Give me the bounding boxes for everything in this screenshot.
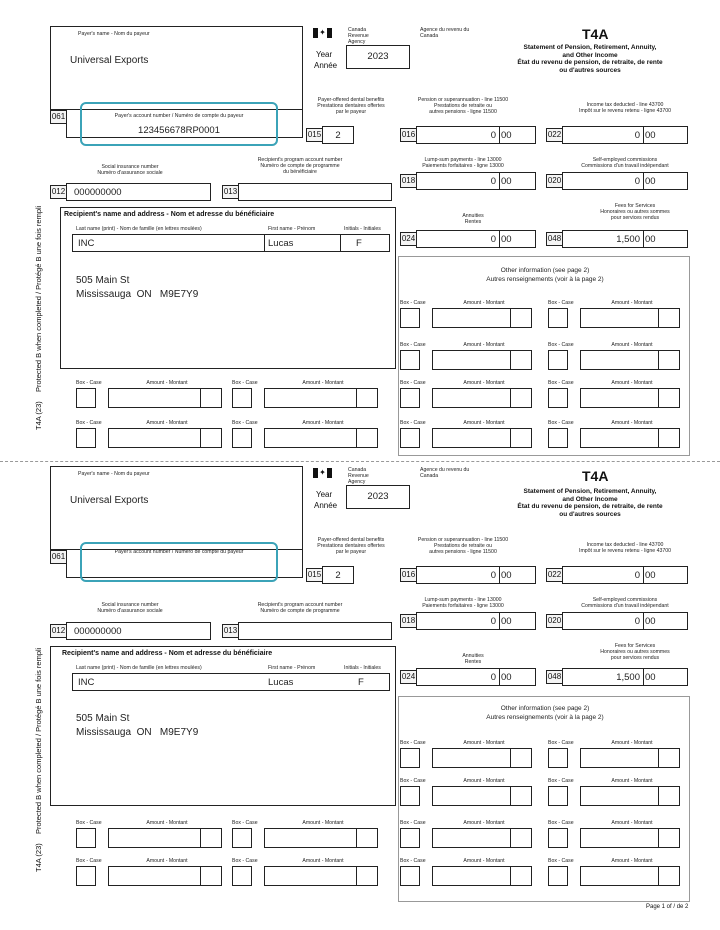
amount-field[interactable] [264, 388, 378, 408]
box-code-field[interactable] [400, 748, 420, 768]
box-018-cents: 00 [501, 176, 512, 187]
box-013-field[interactable] [238, 183, 392, 201]
box-022-cents: 00 [645, 570, 656, 581]
box-024-dollars: 0 [490, 672, 496, 683]
amount-label: Amount - Montant [146, 858, 188, 864]
box-016-dollars: 0 [490, 130, 496, 141]
amount-label: Amount - Montant [611, 342, 653, 348]
recipient-name-field[interactable] [72, 673, 390, 691]
form-title-line3: État du revenu de pension, de retraite, de rente [517, 503, 663, 510]
box-case-label: Box - Case [400, 420, 426, 426]
amount-field[interactable] [580, 748, 680, 768]
amount-label: Amount - Montant [302, 380, 344, 386]
amount-label: Amount - Montant [146, 420, 188, 426]
first-name-label: First name - Prénom [268, 226, 316, 232]
box-024-code: 024 [400, 232, 416, 246]
amount-decimal-divider [658, 308, 659, 328]
box-048-dollars: 1,500 [616, 672, 640, 683]
box-020-label: Self-employed commissions Commissions d'un travail indépendant [581, 597, 669, 609]
form-title [480, 488, 700, 518]
box-case-label: Box - Case [76, 820, 102, 826]
account-number: 123456678RP0001 [138, 125, 220, 136]
box-048-code: 048 [546, 670, 562, 684]
address-line2: Mississauga ON M9E7Y9 [76, 289, 199, 300]
recipient-title: Recipient's name and address - Nom et adresse du bénéficiaire [64, 211, 275, 218]
year-label-en: Year [316, 50, 333, 59]
box-case-label: Box - Case [400, 740, 426, 746]
amount-field[interactable] [580, 350, 680, 370]
amount-decimal-divider [356, 828, 357, 848]
amount-label: Amount - Montant [611, 420, 653, 426]
box-018-code: 018 [400, 614, 416, 628]
box-case-label: Box - Case [400, 778, 426, 784]
box-code-field[interactable] [548, 350, 568, 370]
agency-en: Canada Revenue Agency [348, 27, 369, 45]
box-018-dollars: 0 [490, 616, 496, 627]
form-title-line4: ou d'autres sources [559, 66, 621, 74]
box-case-label: Box - Case [548, 342, 574, 348]
year-value: 2023 [367, 491, 389, 502]
initials-label: Initials - Initiales [344, 665, 381, 671]
box-013-code: 013 [222, 185, 238, 199]
amount-decimal-divider [200, 428, 201, 448]
amount-decimal-divider [510, 748, 511, 768]
box-048-label: Fees for Services Honoraires ou autres sommes pour services rendus [600, 203, 670, 221]
box-048-cents: 00 [645, 234, 656, 245]
other-info-label: Other information (see page 2) Autres renseignements (voir à la page 2) [486, 705, 604, 721]
canada-flag-icon: ✦ [313, 468, 332, 478]
box-code-field[interactable] [548, 828, 568, 848]
year-value: 2023 [367, 51, 389, 62]
box-048-dollars: 1,500 [616, 234, 640, 245]
amount-label: Amount - Montant [463, 820, 505, 826]
box-case-label: Box - Case [400, 300, 426, 306]
year-label-en: Year [316, 490, 333, 499]
agency-fr: Agence du revenu du Canada [420, 27, 470, 39]
amount-decimal-divider [658, 388, 659, 408]
amount-decimal-divider [658, 428, 659, 448]
amount-decimal-divider [510, 786, 511, 806]
box-code-field[interactable] [400, 308, 420, 328]
amount-field[interactable] [580, 828, 680, 848]
amount-decimal-divider [510, 388, 511, 408]
box-code-field[interactable] [232, 388, 252, 408]
box-022-code: 022 [546, 568, 562, 582]
box-case-label: Box - Case [232, 858, 258, 864]
box-024-code: 024 [400, 670, 416, 684]
box-case-label: Box - Case [400, 380, 426, 386]
amount-decimal-divider [356, 866, 357, 886]
agency-fr: Agence du revenu du Canada [420, 467, 470, 479]
box-048-label: Fees for Services Honoraires ou autres sommes pour services rendus [600, 643, 670, 661]
box-022-dollars: 0 [634, 130, 640, 141]
year-label-fr: Année [314, 501, 338, 510]
recipient-title: Recipient's name and address - Nom et adresse du bénéficiaire [62, 650, 273, 657]
amount-label: Amount - Montant [146, 380, 188, 386]
box-code-field[interactable] [548, 748, 568, 768]
amount-label: Amount - Montant [463, 380, 505, 386]
amount-field[interactable] [580, 428, 680, 448]
box-case-label: Box - Case [400, 820, 426, 826]
box-020-code: 020 [546, 174, 562, 188]
amount-decimal-divider [510, 350, 511, 370]
form-title [480, 44, 700, 74]
initial: F [358, 677, 364, 688]
box-case-label: Box - Case [548, 858, 574, 864]
box-022-cents: 00 [645, 130, 656, 141]
box-case-label: Box - Case [548, 300, 574, 306]
box-016-cents: 00 [501, 570, 512, 581]
form-title-line2: and Other Income [562, 51, 618, 59]
address-line1: 505 Main St [76, 713, 130, 724]
box-case-label: Box - Case [548, 778, 574, 784]
box-048-code: 048 [546, 232, 562, 246]
amount-decimal-divider [200, 866, 201, 886]
account-number-label: Payer's account number / Numéro de compte du payeur [114, 549, 244, 555]
amount-label: Amount - Montant [302, 820, 344, 826]
amount-label: Amount - Montant [463, 740, 505, 746]
amount-field[interactable] [264, 866, 378, 886]
box-024-label: Annuities Rentes [462, 653, 484, 665]
amount-field[interactable] [432, 828, 532, 848]
address-line2: Mississauga ON M9E7Y9 [76, 727, 199, 738]
box-020-dollars: 0 [634, 176, 640, 187]
initials-label: Initials - Initiales [344, 226, 381, 232]
box-015-code: 015 [306, 128, 322, 142]
form-code: T4A [582, 468, 609, 484]
amount-label: Amount - Montant [302, 858, 344, 864]
box-018-code: 018 [400, 174, 416, 188]
first-name-label: First name - Prénom [268, 665, 316, 671]
last-name: INC [78, 677, 95, 688]
box-012-code: 012 [50, 624, 66, 638]
box-code-field[interactable] [400, 786, 420, 806]
box-code-field[interactable] [232, 428, 252, 448]
box-018-cents: 00 [501, 616, 512, 627]
box-code-field[interactable] [548, 786, 568, 806]
box-024-cents: 00 [501, 672, 512, 683]
payer-name-box[interactable] [50, 466, 303, 550]
amount-label: Amount - Montant [611, 300, 653, 306]
account-number-highlight [80, 102, 278, 146]
form-id: T4A (23) [34, 843, 43, 872]
protected-b-label: Protected B when completed / Protégé B une fois rempli [34, 205, 43, 392]
payer-name: Universal Exports [70, 495, 149, 506]
box-016-dollars: 0 [490, 570, 496, 581]
amount-label: Amount - Montant [463, 778, 505, 784]
box-018-dollars: 0 [490, 176, 496, 187]
payer-name-box[interactable] [50, 26, 303, 110]
amount-label: Amount - Montant [611, 778, 653, 784]
amount-decimal-divider [510, 428, 511, 448]
box-code-field[interactable] [232, 866, 252, 886]
box-015-code: 015 [306, 568, 322, 582]
agency-en: Canada Revenue Agency [348, 467, 369, 485]
last-name-label: Last name (print) - Nom de famille (en lettres moulées) [76, 665, 202, 671]
payer-name-label: Payer's name - Nom du payeur [78, 31, 150, 37]
other-info-label: Other information (see page 2) Autres renseignements (voir à la page 2) [486, 267, 604, 283]
t4a-slip-top [0, 0, 720, 460]
amount-label: Amount - Montant [611, 740, 653, 746]
box-016-label: Pension or superannuation - line 11500 Prestations de retraite ou autres pensions - ligne 11500 [417, 537, 509, 555]
box-015-label: Payer-offered dental benefits Prestations dentaires offertes par le payeur [317, 97, 385, 115]
amount-label: Amount - Montant [146, 820, 188, 826]
form-title-line3: État du revenu de pension, de retraite, de rente [517, 59, 663, 66]
amount-decimal-divider [356, 388, 357, 408]
box-015-value: 2 [335, 130, 341, 141]
box-016-code: 016 [400, 128, 416, 142]
box-024-dollars: 0 [490, 234, 496, 245]
box-061-code: 061 [50, 550, 66, 564]
box-case-label: Box - Case [232, 420, 258, 426]
amount-decimal-divider [510, 308, 511, 328]
box-case-label: Box - Case [76, 380, 102, 386]
amount-field[interactable] [264, 828, 378, 848]
account-number-label: Payer's account number / Numéro de compte du payeur [114, 113, 244, 119]
box-061-code: 061 [50, 110, 66, 124]
box-012-code: 012 [50, 185, 66, 199]
amount-decimal-divider [510, 866, 511, 886]
box-020-cents: 00 [645, 616, 656, 627]
year-label-fr: Année [314, 61, 338, 70]
box-024-cents: 00 [501, 234, 512, 245]
last-name-label: Last name (print) - Nom de famille (en lettres moulées) [76, 226, 202, 232]
payer-name: Universal Exports [70, 55, 149, 66]
amount-field[interactable] [108, 388, 222, 408]
amount-decimal-divider [658, 786, 659, 806]
amount-field[interactable] [580, 308, 680, 328]
box-013-code: 013 [222, 624, 238, 638]
box-013-label: Recipient's program account number Numéro de compte de programme [257, 602, 343, 614]
box-case-label: Box - Case [232, 820, 258, 826]
amount-label: Amount - Montant [463, 858, 505, 864]
amount-label: Amount - Montant [611, 858, 653, 864]
amount-field[interactable] [108, 866, 222, 886]
box-020-cents: 00 [645, 176, 656, 187]
amount-label: Amount - Montant [302, 420, 344, 426]
box-024-label: Annuities Rentes [462, 213, 484, 225]
form-id: T4A (23) [34, 401, 43, 430]
amount-field[interactable] [108, 828, 222, 848]
amount-field[interactable] [108, 428, 222, 448]
amount-field[interactable] [264, 428, 378, 448]
amount-field[interactable] [432, 308, 532, 328]
form-title-line1: Statement of Pension, Retirement, Annuity, [523, 488, 657, 495]
amount-decimal-divider [356, 428, 357, 448]
last-name: INC [78, 238, 95, 249]
box-code-field[interactable] [76, 428, 96, 448]
box-code-field[interactable] [548, 428, 568, 448]
box-013-field[interactable] [238, 622, 392, 640]
amount-decimal-divider [658, 866, 659, 886]
box-020-label: Self-employed commissions Commissions d'un travail indépendant [581, 157, 669, 169]
box-code-field[interactable] [548, 308, 568, 328]
amount-label: Amount - Montant [463, 420, 505, 426]
canada-flag-icon: ✦ [313, 28, 332, 38]
first-name: Lucas [268, 677, 294, 688]
form-title-line2: and Other Income [562, 495, 618, 503]
amount-field[interactable] [432, 428, 532, 448]
amount-decimal-divider [200, 828, 201, 848]
box-case-label: Box - Case [548, 380, 574, 386]
box-015-value: 2 [335, 570, 341, 581]
box-020-dollars: 0 [634, 616, 640, 627]
amount-decimal-divider [658, 350, 659, 370]
box-case-label: Box - Case [548, 740, 574, 746]
initial: F [356, 238, 362, 249]
form-title-line1: Statement of Pension, Retirement, Annuity, [523, 44, 657, 51]
box-012-label: Social insurance number Numéro d'assurance sociale [97, 164, 163, 176]
box-case-label: Box - Case [400, 858, 426, 864]
payer-name-label: Payer's name - Nom du payeur [78, 471, 150, 477]
amount-field[interactable] [580, 388, 680, 408]
box-012-value: 000000000 [74, 626, 122, 637]
box-016-code: 016 [400, 568, 416, 582]
amount-decimal-divider [658, 828, 659, 848]
box-code-field[interactable] [76, 388, 96, 408]
amount-field[interactable] [432, 388, 532, 408]
page-number: Page 1 of / de 2 [646, 904, 689, 910]
box-code-field[interactable] [548, 866, 568, 886]
protected-b-label: Protected B when completed / Protégé B une fois rempli [34, 647, 43, 834]
box-case-label: Box - Case [76, 420, 102, 426]
box-018-label: Lump-sum payments - line 13000 Paiements forfaitaires - ligne 13000 [422, 597, 504, 609]
box-case-label: Box - Case [232, 380, 258, 386]
amount-field[interactable] [580, 786, 680, 806]
amount-field[interactable] [432, 866, 532, 886]
box-012-label: Social insurance number Numéro d'assurance sociale [97, 602, 163, 614]
box-020-code: 020 [546, 614, 562, 628]
amount-decimal-divider [658, 748, 659, 768]
amount-field[interactable] [432, 786, 532, 806]
box-code-field[interactable] [232, 828, 252, 848]
box-012-value: 000000000 [74, 187, 122, 198]
box-code-field[interactable] [76, 828, 96, 848]
box-018-label: Lump-sum payments - line 13000 Paiements forfaitaires - ligne 13000 [422, 157, 504, 169]
recipient-name-field[interactable] [72, 234, 390, 252]
box-code-field[interactable] [400, 828, 420, 848]
form-title-line4: ou d'autres sources [559, 510, 621, 518]
form-code: T4A [582, 26, 609, 42]
amount-label: Amount - Montant [463, 300, 505, 306]
amount-field[interactable] [432, 748, 532, 768]
box-016-label: Pension or superannuation - line 11500 Prestations de retraite ou autres pensions - ligne 11500 [417, 97, 509, 115]
amount-decimal-divider [510, 828, 511, 848]
box-case-label: Box - Case [76, 858, 102, 864]
amount-label: Amount - Montant [611, 820, 653, 826]
box-022-dollars: 0 [634, 570, 640, 581]
box-code-field[interactable] [76, 866, 96, 886]
box-code-field[interactable] [400, 388, 420, 408]
amount-label: Amount - Montant [611, 380, 653, 386]
box-016-cents: 00 [501, 130, 512, 141]
box-code-field[interactable] [400, 866, 420, 886]
box-048-cents: 00 [645, 672, 656, 683]
account-number-highlight [80, 542, 278, 582]
box-case-label: Box - Case [400, 342, 426, 348]
address-line1: 505 Main St [76, 275, 130, 286]
box-013-label: Recipient's program account number Numéro de compte de programme du bénéficiaire [257, 157, 343, 175]
t4a-slip-bottom [0, 460, 720, 930]
amount-field[interactable] [432, 350, 532, 370]
box-case-label: Box - Case [548, 420, 574, 426]
box-022-label: Income tax deducted - line 43700 Impôt sur le revenu retenu - ligne 43700 [579, 542, 671, 554]
box-015-label: Payer-offered dental benefits Prestations dentaires offertes par le payeur [317, 537, 385, 555]
amount-decimal-divider [200, 388, 201, 408]
box-code-field[interactable] [400, 350, 420, 370]
amount-field[interactable] [580, 866, 680, 886]
first-name: Lucas [268, 238, 294, 249]
amount-label: Amount - Montant [463, 342, 505, 348]
box-code-field[interactable] [548, 388, 568, 408]
box-022-code: 022 [546, 128, 562, 142]
box-022-label: Income tax deducted - line 43700 Impôt sur le revenu retenu - ligne 43700 [579, 102, 671, 114]
box-case-label: Box - Case [548, 820, 574, 826]
box-code-field[interactable] [400, 428, 420, 448]
